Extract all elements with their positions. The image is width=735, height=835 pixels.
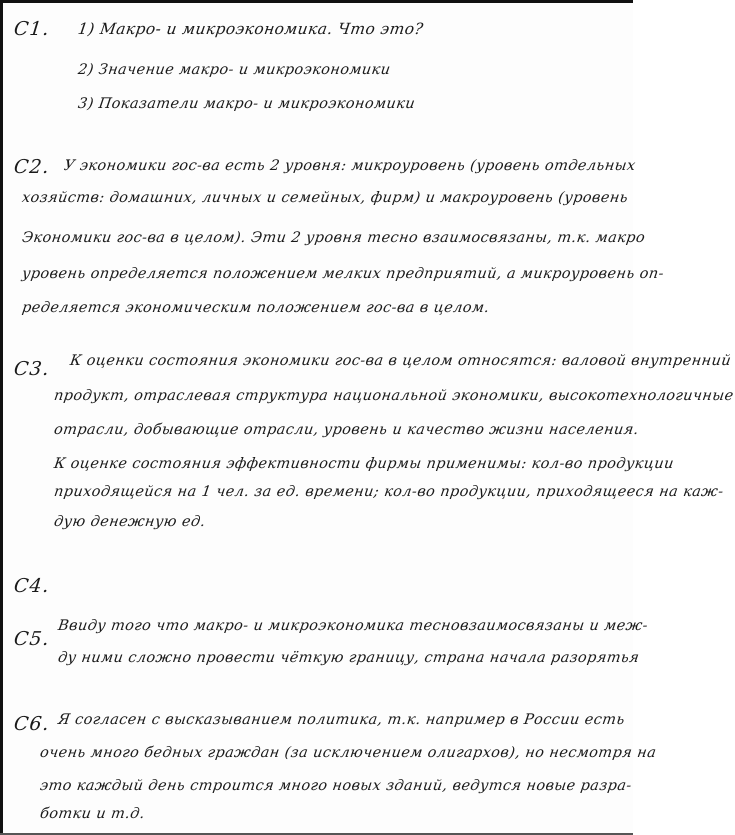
answer-label: С1. xyxy=(12,18,51,40)
answer-line: дую денежную ед. xyxy=(52,514,207,530)
answer-line: Экономики гос-ва в целом). Эти 2 уровня тесно взаимосвязаны, т.к. макро xyxy=(20,230,647,246)
answer-label: С4. xyxy=(12,575,51,597)
answer-label: С6. xyxy=(12,713,51,735)
answer-line: это каждый день строится много новых зданий, ведутся новые разра- xyxy=(38,778,633,794)
answer-line: 3) Показатели макро- и микроэкономики xyxy=(76,96,417,112)
answer-line: К оценке состояния эффективности фирмы применимы: кол-во продукции xyxy=(52,456,675,472)
answer-line: очень много бедных граждан (за исключением олигархов), но несмотря на xyxy=(38,745,658,761)
answer-label: С2. xyxy=(12,156,51,178)
answer-line: ботки и т.д. xyxy=(38,806,146,822)
answer-line: ду ними сложно провести чёткую границу, страна начала разорятья xyxy=(56,650,641,666)
answer-label: С3. xyxy=(12,358,51,380)
answer-line: ределяется экономическим положением гос-ва в целом. xyxy=(20,300,491,316)
answer-label: С5. xyxy=(12,628,51,650)
answer-line: продукт, отраслевая структура национальной экономики, высокотехнологичные xyxy=(52,388,735,404)
answer-line: К оценки состояния экономики гос-ва в целом относятся: валовой внутренний xyxy=(68,353,733,369)
answer-line: Я согласен с высказыванием политика, т.к. например в России есть xyxy=(56,712,626,728)
answer-line: Ввиду того что макро- и микроэкономика тесновзаимосвязаны и меж- xyxy=(56,618,649,634)
answer-line: 1) Макро- и микроэкономика. Что это? xyxy=(76,20,425,38)
page-edge-left xyxy=(0,0,3,835)
answer-line: хозяйств: домашних, личных и семейных, фирм) и макроуровень (уровень xyxy=(20,190,630,206)
answer-line: отрасли, добывающие отрасли, уровень и качество жизни населения. xyxy=(52,422,640,438)
answer-line: приходящейся на 1 чел. за ед. времени; кол-во продукции, приходящееся на каж- xyxy=(52,484,725,500)
answer-line: уровень определяется положением мелких предприятий, а микроуровень оп- xyxy=(20,266,665,282)
page-edge-top xyxy=(0,0,633,3)
answer-line: 2) Значение макро- и микроэкономики xyxy=(76,62,392,78)
answer-line: У экономики гос-ва есть 2 уровня: микроуровень (уровень отдельных xyxy=(62,158,637,174)
